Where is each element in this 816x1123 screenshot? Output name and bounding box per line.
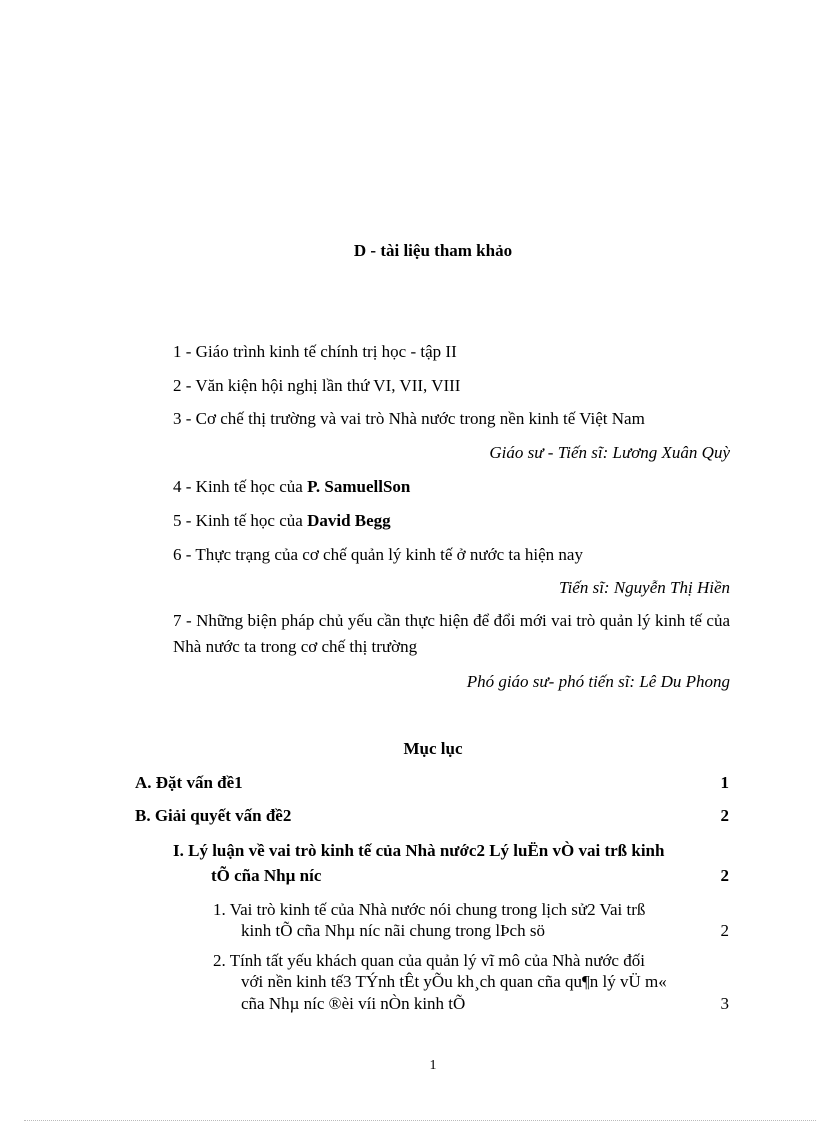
reference-item-1: 1 - Giáo trình kinh tế chính trị học - tập II xyxy=(173,342,457,361)
toc-entry-a xyxy=(135,773,729,793)
toc-entry-b xyxy=(135,806,729,826)
page-number: 1 xyxy=(429,1058,437,1073)
toc-entry-1 xyxy=(241,921,729,941)
reference-author-3: Giáo sư - Tiến sĩ: Lương Xuân Quỳ xyxy=(489,443,730,462)
reference-item-3: 3 - Cơ chế thị trường và vai trò Nhà nước trong nền kinh tế Việt Nam xyxy=(173,409,645,428)
toc-entry-2 xyxy=(241,994,729,1014)
toc-entry-b-page: 2 xyxy=(720,806,729,825)
toc-entry-i-line1: I. Lý luận về vai trò kinh tế của Nhà nước2 Lý luËn vÒ vai trß kinh xyxy=(173,841,665,860)
reference-item-5-author: David Begg xyxy=(307,511,391,530)
toc-entry-1-page: 2 xyxy=(720,921,729,940)
toc-entry-a-label: A. Đặt vấn đề1 xyxy=(135,773,243,792)
reference-item-5-prefix: 5 - Kinh tế học của xyxy=(173,511,308,530)
toc-entry-1-line1: 1. Vai trò kinh tế của Nhà nước nói chung trong lịch sử2 Vai trß xyxy=(213,900,646,919)
reference-item-4-prefix: 4 - Kinh tế học của xyxy=(173,477,308,496)
reference-item-4-author: P. SamuellSon xyxy=(307,477,411,496)
reference-item-6: 6 - Thực trạng của cơ chế quản lý kinh tế ở nước ta hiện nay xyxy=(173,545,583,564)
toc-entry-a-page: 1 xyxy=(720,773,729,792)
toc-entry-2-line2: với nền kinh tế3 TÝnh tÊt yÕu kh¸ch quan cña qu¶n lý vÜ m« xyxy=(241,972,667,991)
toc-entry-b-label: B. Giải quyết vấn đề2 xyxy=(135,806,292,825)
reference-item-7: 7 - Những biện pháp chủ yếu cần thực hiện để đổi mới vai trò quản lý kinh tế của Nhà nước ta trong cơ chế thị trường xyxy=(173,611,730,656)
references-title: D - tài liệu tham khảo xyxy=(353,241,513,260)
page-bottom-divider xyxy=(24,1120,816,1121)
toc-title: Mục lục xyxy=(403,739,463,758)
reference-item-4 xyxy=(173,477,410,497)
reference-item-5 xyxy=(173,511,391,531)
toc-entry-2-line3: cña Nhµ níc ®èi víi nÒn kinh tÕ xyxy=(241,994,466,1013)
reference-author-7: Phó giáo sư- phó tiến sĩ: Lê Du Phong xyxy=(466,672,730,691)
toc-entry-1-line2: kinh tÕ cña Nhµ níc nãi chung trong lÞch sö xyxy=(241,921,545,940)
toc-entry-i-page: 2 xyxy=(720,866,729,885)
toc-entry-2-page: 3 xyxy=(720,994,729,1013)
toc-entry-2-line1: 2. Tính tất yếu khách quan của quản lý vĩ mô của Nhà nước đối xyxy=(213,951,645,970)
toc-entry-i xyxy=(211,866,729,886)
reference-author-6: Tiến sĩ: Nguyễn Thị Hiền xyxy=(559,578,730,597)
reference-item-2: 2 - Văn kiện hội nghị lần thứ VI, VII, VIII xyxy=(173,376,461,395)
toc-entry-i-line2: tÕ cña Nhµ níc xyxy=(211,866,322,885)
